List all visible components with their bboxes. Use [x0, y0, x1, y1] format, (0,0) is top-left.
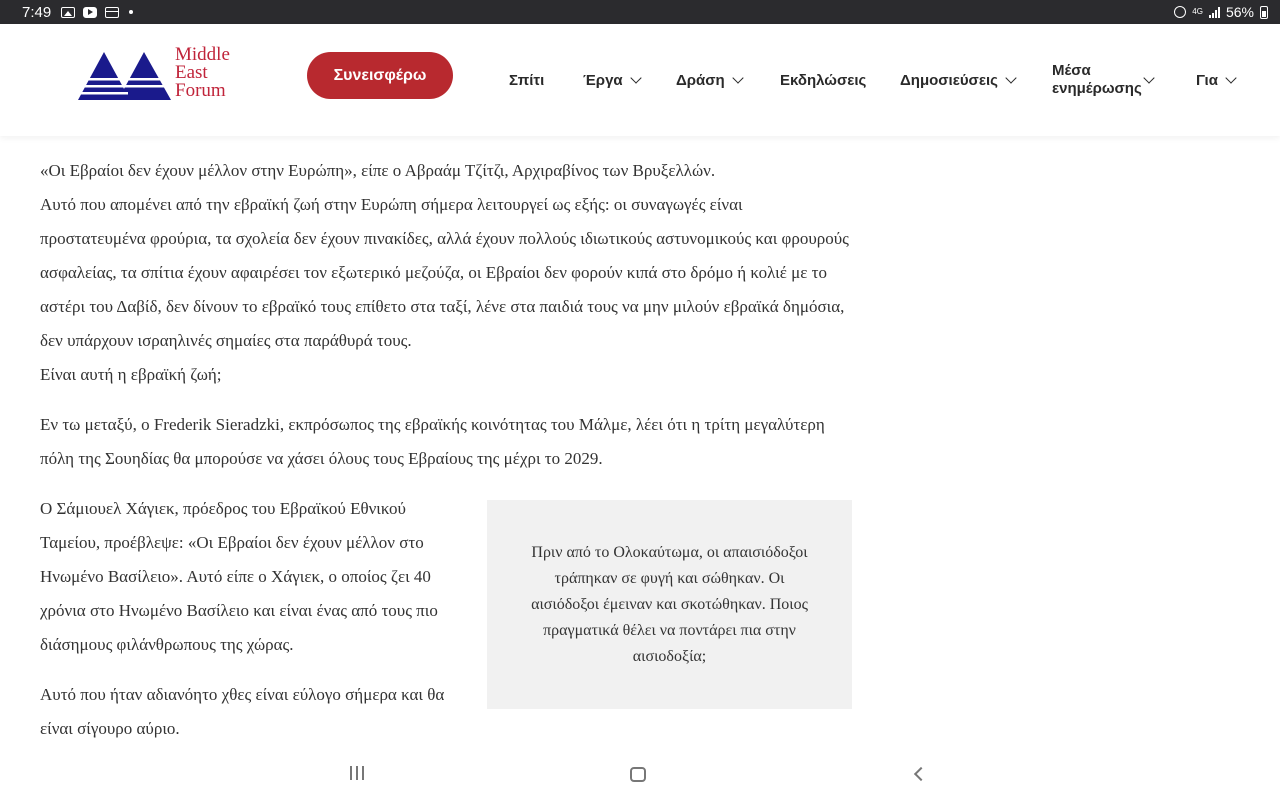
logo-word-forum: Forum — [175, 80, 226, 101]
nav-label: Δράση — [676, 71, 725, 89]
status-right — [1174, 4, 1268, 20]
site-header — [0, 24, 1280, 136]
more-notifications-icon — [129, 10, 133, 14]
pull-quote-text: Πριν από το Ολοκαύτωμα, οι απαισιόδοξοι τράπηκαν σε φυγή και σώθηκαν. Οι αισιόδοξοι έμειναν και σκοτώθηκαν. Ποιος πραγματικά θέλει να ποντάρει πια στην αισιοδοξία; — [531, 543, 808, 665]
nav-item-home[interactable] — [509, 72, 544, 89]
battery-percent: 56% — [1225, 4, 1254, 20]
nav-item-action[interactable] — [676, 72, 742, 89]
nav-item-works[interactable] — [583, 72, 640, 89]
nav-label: Δημοσιεύσεις — [900, 71, 998, 89]
network-type: 4G — [1192, 7, 1203, 16]
donate-button[interactable]: Συνεισφέρω — [307, 52, 453, 99]
battery-icon — [1260, 6, 1268, 19]
main-nav — [0, 24, 1280, 136]
status-bar — [0, 0, 1280, 24]
logo-word-east: East — [175, 62, 208, 83]
chevron-down-icon — [1225, 72, 1236, 83]
gallery-notification-icon — [61, 7, 75, 18]
article-paragraph: Είναι αυτή η εβραϊκή ζωή; — [40, 365, 222, 384]
article-paragraph: Εν τω μεταξύ, ο Frederik Sieradzki, εκπρόσωπος της εβραϊκής κοινότητας του Μάλμε, λέει ότι η τρίτη μεγαλύτερη πόλη της Σουηδίας θα μπορούσε να χάσει όλους τους Εβραίους της μέχρι το 2029. — [40, 415, 825, 468]
article-paragraph: «Οι Εβραίοι δεν έχουν μέλλον στην Ευρώπη», είπε ο Αβραάμ Τζίτζι, Αρχιραβίνος των Βρυξελλών. — [40, 161, 716, 180]
recent-apps-icon[interactable] — [350, 766, 364, 780]
article-paragraph: Αυτό που ήταν αδιανόητο χθες είναι εύλογο σήμερα και θα είναι σίγουρο αύριο. — [40, 685, 445, 738]
system-navigation-bar — [0, 748, 1280, 800]
nav-label: Εκδηλώσεις — [780, 71, 867, 89]
nav-label: Για — [1196, 71, 1218, 89]
status-time: 7:49 — [22, 3, 52, 21]
chevron-down-icon — [1005, 72, 1016, 83]
chevron-down-icon — [1143, 72, 1154, 83]
nav-label: Έργα — [583, 71, 623, 89]
youtube-notification-icon — [83, 7, 97, 18]
nav-item-media[interactable] — [1052, 62, 1153, 98]
nav-label: Μέσα ενημέρωσης — [1052, 62, 1142, 97]
chevron-down-icon — [630, 72, 641, 83]
alarm-icon — [1174, 6, 1186, 18]
back-icon[interactable] — [914, 767, 928, 781]
home-icon[interactable] — [630, 767, 646, 782]
nav-label: Σπίτι — [509, 71, 545, 89]
pull-quote — [487, 500, 852, 709]
article-paragraph: Ο Σάμιουελ Χάγιεκ, πρόεδρος του Εβραϊκού Εθνικού Ταμείου, προέβλεψε: «Οι Εβραίοι δεν έχουν μέλλον στο Ηνωμένο Βασίλειο». Αυτό είπε ο Χάγιεκ, ο οποίος ζει 40 χρόνια στο Ηνωμένο Βασίλειο και είναι ένας από τους πιο διάσημους φιλάνθρωπους της χώρας. — [40, 499, 438, 654]
nav-item-events[interactable] — [780, 72, 866, 89]
nav-item-about[interactable] — [1196, 72, 1235, 89]
signal-icon — [1209, 7, 1220, 18]
logo-word-middle: Middle — [175, 44, 230, 65]
chevron-down-icon — [732, 72, 743, 83]
window-notification-icon — [105, 7, 119, 18]
article-paragraph: Αυτό που απομένει από την εβραϊκή ζωή στην Ευρώπη σήμερα λειτουργεί ως εξής: οι συναγωγές είναι προστατευμένα φρούρια, τα σχολεία δεν έχουν πινακίδες, αλλά έχουν πολλούς ιδιωτικούς αστυνομικούς και φρουρούς ασφαλείας, τα σπίτια έχουν αφαιρέσει τον εξωτερικό μεζούζα, οι Εβραίοι δεν φορούν κιπά στο δρόμο ή κολιέ με το αστέρι του Δαβίδ, δεν δίνουν το εβραϊκό τους επίθετο στα ταξί, λένε στα παιδιά τους να μην μιλούν εβραϊκά δημόσια, δεν υπάρχουν ισραηλινές σημαίες στα παράθυρά τους. — [40, 195, 849, 350]
nav-item-publications[interactable] — [900, 72, 1015, 89]
